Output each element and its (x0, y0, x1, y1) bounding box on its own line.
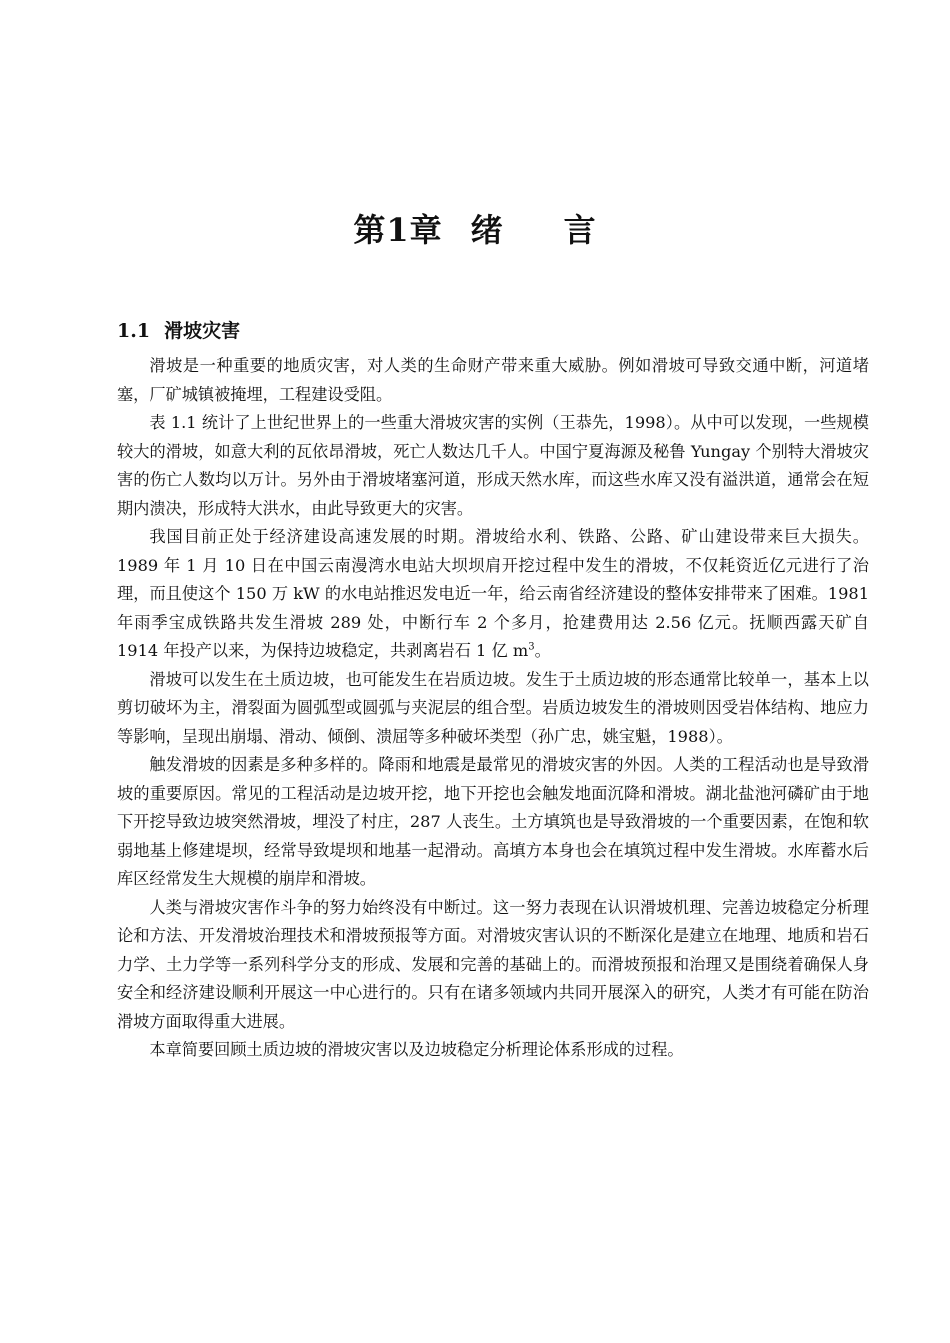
paragraph-3-end: 。 (534, 641, 551, 660)
chapter-title-char-1: 绪 (470, 211, 504, 249)
paragraph-1: 滑坡是一种重要的地质灾害，对人类的生命财产带来重大威胁。例如滑坡可导致交通中断，河道堵塞，厂矿城镇被掩埋，工程建设受阻。 (117, 356, 869, 404)
section-number: 1.1 (117, 320, 151, 342)
section-title: 滑坡灾害 (164, 320, 241, 342)
chapter-number: 第1章 (353, 211, 443, 249)
paragraph-7: 本章简要回顾土质边坡的滑坡灾害以及边坡稳定分析理论体系形成的过程。 (149, 1040, 684, 1059)
body-text (117, 352, 869, 1065)
paragraph-4: 滑坡可以发生在土质边坡，也可能发生在岩质边坡。发生于土质边坡的形态通常比较单一，基本上以剪切破坏为主，滑裂面为圆弧型或圆弧与夹泥层的组合型。岩质边坡发生的滑坡则因受岩体结构、地应力等影响，呈现出崩塌、滑动、倾倒、溃屈等多种破坏类型（孙广忠，姚宝魁，1988）。 (117, 669, 869, 746)
unit-superscript: 3 (528, 641, 535, 653)
chapter-title (0, 202, 950, 258)
paragraph-2: 表 1.1 统计了上世纪世界上的一些重大滑坡灾害的实例（王恭先，1998）。从中可以发现，一些规模较大的滑坡，如意大利的瓦依昂滑坡，死亡人数达几千人。中国宁夏海源及秘鲁 Yungay 个别特大滑坡灾害的伤亡人数均以万计。另外由于滑坡堵塞河道，形成天然水库，而这些水库又没有溢洪道，通常会在短期内溃决，形成特大洪水，由此导致更大的灾害。 (117, 413, 869, 518)
paragraph-3-text: 我国目前正处于经济建设高速发展的时期。滑坡给水利、铁路、公路、矿山建设带来巨大损失。1989 年 1 月 10 日在中国云南漫湾水电站大坝坝肩开挖过程中发生的滑坡，不仅耗资近亿元进行了治理，而且使这个 150 万 kW 的水电站推迟发电近一年，给云南省经济建设的整体安排带来了困难。1981 年雨季宝成铁路共发生滑坡 289 处，中断行车 2 个多月，抢建费用达 2.56 亿元。抚顺西露天矿自 1914 年投产以来，为保持边坡稳定，共剥离岩石 1 亿 m (117, 527, 869, 660)
section-heading (117, 314, 240, 348)
chapter-title-char-2: 言 (563, 211, 597, 249)
paragraph-5: 触发滑坡的因素是多种多样的。降雨和地震是最常见的滑坡灾害的外因。人类的工程活动也是导致滑坡的重要原因。常见的工程活动是边坡开挖，地下开挖也会触发地面沉降和滑坡。湖北盐池河磷矿由于地下开挖导致边坡突然滑坡，埋没了村庄，287 人丧生。土方填筑也是导致滑坡的一个重要因素，在饱和软弱地基上修建堤坝，经常导致堤坝和地基一起滑动。高填方本身也会在填筑过程中发生滑坡。水库蓄水后库区经常发生大规模的崩岸和滑坡。 (117, 755, 869, 888)
paragraph-3 (117, 523, 869, 666)
paragraph-6: 人类与滑坡灾害作斗争的努力始终没有中断过。这一努力表现在认识滑坡机理、完善边坡稳定分析理论和方法、开发滑坡治理技术和滑坡预报等方面。对滑坡灾害认识的不断深化是建立在地理、地质和岩石力学、土力学等一系列科学分支的形成、发展和完善的基础上的。而滑坡预报和治理又是围绕着确保人身安全和经济建设顺利开展这一中心进行的。只有在诸多领域内共同开展深入的研究，人类才有可能在防治滑坡方面取得重大进展。 (117, 897, 869, 1031)
